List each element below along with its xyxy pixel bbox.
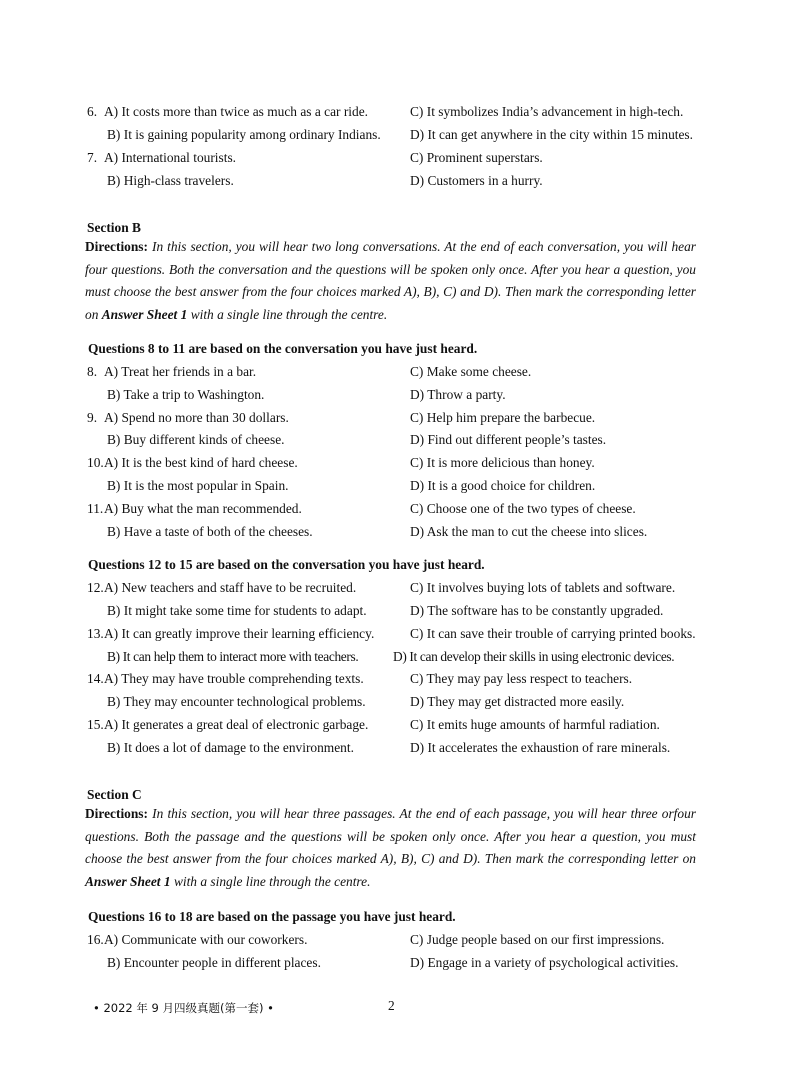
option-c: C) Judge people based on our first impressions. [410, 932, 665, 947]
page-number: 2 [388, 998, 395, 1013]
answer-sheet-ref: Answer Sheet 1 [85, 874, 171, 890]
option-b: B) It is gaining popularity among ordinary Indians. [107, 127, 381, 142]
question-number: 12. [87, 580, 104, 595]
directions-text-end: with a single line through the centre. [190, 307, 388, 323]
answer-sheet-ref: Answer Sheet 1 [101, 307, 188, 323]
question-number: 14. [87, 671, 104, 686]
question-number: 7. [87, 150, 98, 165]
option-d: D) Ask the man to cut the cheese into slices. [410, 524, 648, 539]
question-number: 15. [87, 717, 104, 732]
option-d: D) It can develop their skills in using electronic devices. [393, 649, 675, 664]
option-c: C) It involves buying lots of tablets and software. [410, 580, 676, 595]
option-d: D) Find out different people’s tastes. [410, 432, 607, 447]
option-d: D) The software has to be constantly upgraded. [410, 603, 664, 618]
group-heading-8-11: Questions 8 to 11 are based on the conversation you have just heard. [88, 341, 478, 356]
option-a: A) New teachers and staff have to be recruited. [104, 580, 357, 595]
question-number: 16. [87, 932, 104, 947]
option-c: C) It emits huge amounts of harmful radiation. [410, 717, 660, 732]
option-a: A) Spend no more than 30 dollars. [104, 410, 289, 425]
option-a: A) Treat her friends in a bar. [104, 364, 257, 379]
group-heading-12-15: Questions 12 to 15 are based on the conversation you have just heard. [88, 557, 485, 572]
question-number: 11. [87, 501, 104, 516]
section-b-directions [85, 236, 696, 327]
question-number: 8. [87, 364, 98, 379]
option-c: C) Help him prepare the barbecue. [410, 410, 596, 425]
option-c: C) It can save their trouble of carrying printed books. [410, 626, 696, 641]
option-c: C) It is more delicious than honey. [410, 455, 595, 470]
option-b: B) It can help them to interact more with teachers. [107, 649, 359, 664]
group-heading-16-18: Questions 16 to 18 are based on the passage you have just heard. [88, 909, 456, 924]
directions-lead: Directions: [85, 239, 148, 254]
option-d: D) Engage in a variety of psychological activities. [410, 955, 679, 970]
option-a: A) It can greatly improve their learning efficiency. [104, 626, 375, 641]
option-c: C) It symbolizes India’s advancement in high-tech. [410, 104, 684, 119]
question-number: 9. [87, 410, 98, 425]
directions-text-end: with a single line through the centre. [173, 874, 371, 890]
section-c-directions [85, 803, 696, 894]
option-a: A) Communicate with our coworkers. [104, 932, 308, 947]
option-a: A) International tourists. [104, 150, 237, 165]
directions-lead: Directions: [85, 806, 148, 821]
directions-text: In this section, you will hear two long conversations. At the end of each conversation, you will hear four questions. Both the conversation and the questions will be spoken only once. After you hear a question, you must choose the best answer from the four choices marked A), B), C) and D). Then mark the corresponding letter on [85, 239, 696, 323]
option-b: B) Take a trip to Washington. [107, 387, 265, 402]
option-b: B) Buy different kinds of cheese. [107, 432, 285, 447]
directions-text: In this section, you will hear three passages. At the end of each passage, you will hear three orfour questions. Both the passage and the questions will be spoken only once. After you hear a question, you must choose the best answer from the four choices marked A), B), C) and D). Then mark the corresponding letter on [85, 806, 696, 867]
option-d: D) It is a good choice for children. [410, 478, 596, 493]
option-c: C) They may pay less respect to teachers. [410, 671, 633, 686]
option-a: A) It costs more than twice as much as a car ride. [104, 104, 368, 119]
section-b-title: Section B [87, 220, 141, 235]
option-d: D) They may get distracted more easily. [410, 694, 625, 709]
question-number: 13. [87, 626, 104, 641]
question-number: 10. [87, 455, 104, 470]
option-a: A) It generates a great deal of electronic garbage. [104, 717, 369, 732]
option-b: B) Have a taste of both of the cheeses. [107, 524, 313, 539]
footer-source: • 2022 年 9 月四级真题(第一套) • [93, 1001, 274, 1015]
option-a: A) They may have trouble comprehending texts. [104, 671, 364, 686]
option-b: B) High-class travelers. [107, 173, 234, 188]
option-b: B) They may encounter technological problems. [107, 694, 366, 709]
question-number: 6. [87, 104, 98, 119]
option-c: C) Prominent superstars. [410, 150, 543, 165]
option-a: A) It is the best kind of hard cheese. [104, 455, 298, 470]
option-b: B) It is the most popular in Spain. [107, 478, 289, 493]
option-d: D) Throw a party. [410, 387, 506, 402]
option-b: B) It might take some time for students to adapt. [107, 603, 367, 618]
option-b: B) Encounter people in different places. [107, 955, 321, 970]
option-a: A) Buy what the man recommended. [104, 501, 302, 516]
section-c-title: Section C [87, 787, 142, 802]
option-c: C) Make some cheese. [410, 364, 532, 379]
option-d: D) Customers in a hurry. [410, 173, 543, 188]
option-d: D) It accelerates the exhaustion of rare minerals. [410, 740, 671, 755]
option-d: D) It can get anywhere in the city within 15 minutes. [410, 127, 693, 142]
option-b: B) It does a lot of damage to the environment. [107, 740, 354, 755]
option-c: C) Choose one of the two types of cheese. [410, 501, 636, 516]
